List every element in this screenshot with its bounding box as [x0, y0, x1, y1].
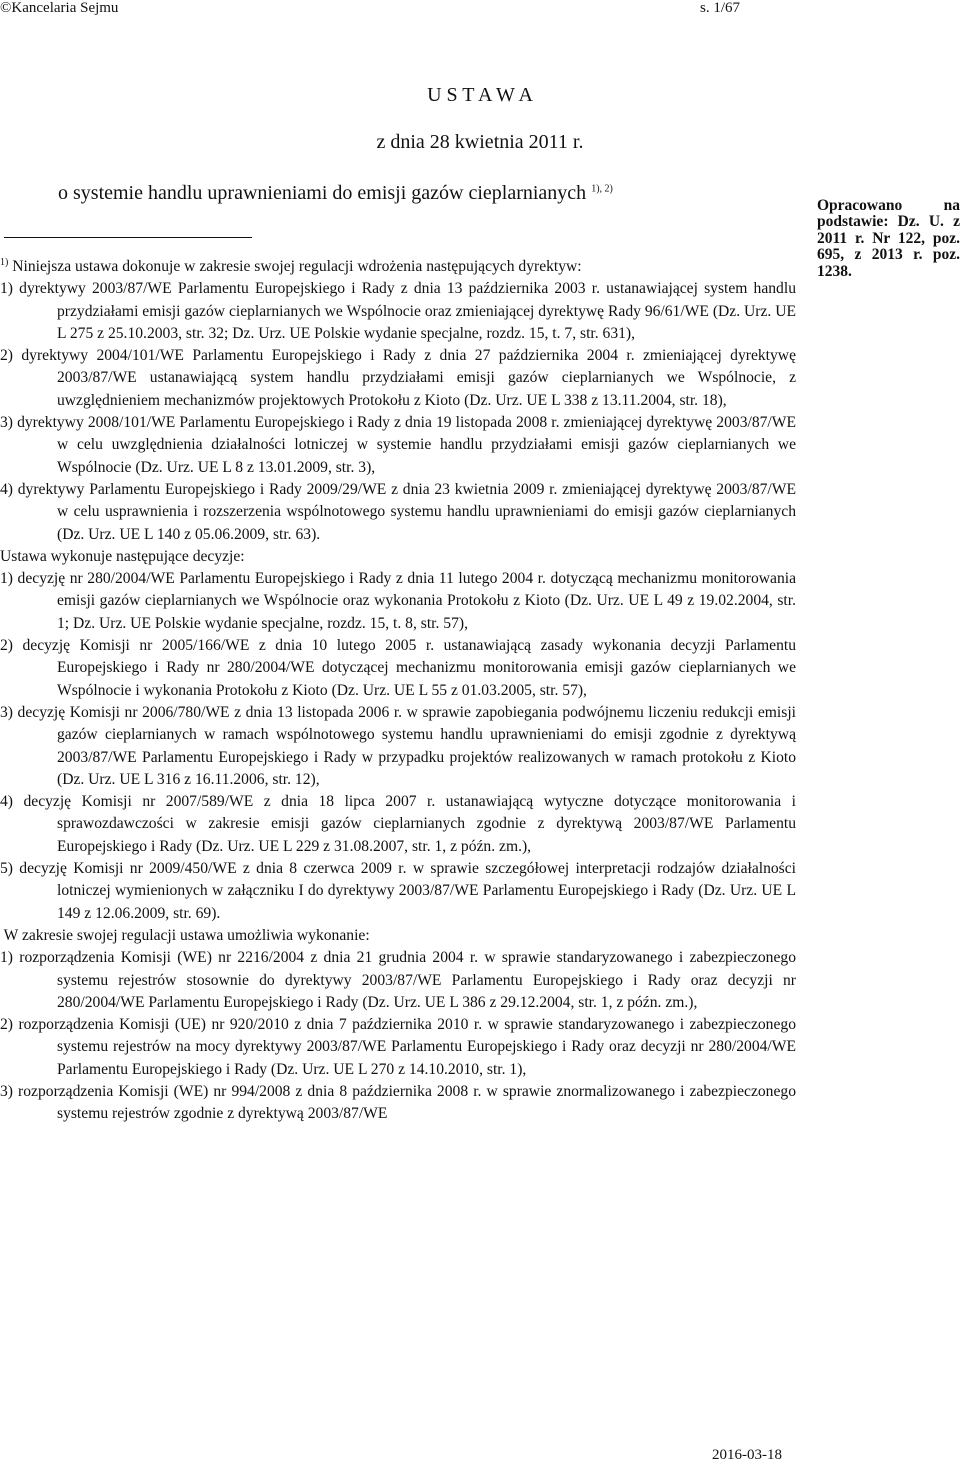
document-title: U S T A W A — [427, 84, 533, 106]
decision-item: 2) decyzję Komisji nr 2005/166/WE z dnia 10 lutego 2005 r. ustanawiającą zasady wykonania decyzji Parlamentu Europejskiego i Rady nr 280/2004/WE dotyczącej mechanizmu monitorowania emisji gazów cieplarnianych we Wspólnocie i wykonania Protokołu z Kioto (Dz. Urz. UE L 55 z 01.03.2005, str. 57), — [0, 637, 796, 699]
directive-item: 4) dyrektywy Parlamentu Europejskiego i Rady 2009/29/WE z dnia 23 kwietnia 2009 r. zmieniającej dyrektywę 2003/87/WE w celu usprawnienia i rozszerzenia wspólnotowego systemu handlu uprawnieniami do emisji gazów cieplarnianych (Dz. Urz. UE L 140 z 05.06.2009, str. 63). — [0, 480, 796, 543]
decisions-intro: Ustawa wykonuje następujące decyzje: — [0, 547, 245, 565]
publisher-label: ©Kancelaria Sejmu — [0, 0, 119, 16]
subject-footnote-ref: 1), 2) — [591, 183, 613, 195]
footer-date: 2016-03-18 — [712, 1447, 782, 1463]
decision-item: 5) decyzję Komisji nr 2009/450/WE z dnia 8 czerwca 2009 r. w sprawie szczegółowej interpretacji rodzajów działalności lotniczej wymienionych w załączniku I do dyrektywy 2003/87/WE Parlamentu Europejskiego i Rady (Dz. Urz. UE L 149 z 12.06.2009, str. 69). — [0, 860, 796, 922]
regulation-item: 3) rozporządzenia Komisji (WE) nr 994/2008 z dnia 8 października 2008 r. w sprawie znormalizowanego i zabezpieczonego systemu rejestrów zgodnie z dyrektywą 2003/87/WE — [0, 1082, 796, 1123]
regulation-item: 2) rozporządzenia Komisji (UE) nr 920/2010 z dnia 7 października 2010 r. w sprawie standaryzowanego i zabezpieczonego systemu rejestrów na mocy dyrektywy 2003/87/WE Parlamentu Europejskiego i Rady oraz decyzji nr 280/2004/WE Parlamentu Europejskiego i Rady (Dz. Urz. UE L 270 z 14.10.2010, str. 1), — [0, 1016, 796, 1078]
footnote-separator — [4, 237, 252, 238]
footnote-body — [0, 256, 796, 1126]
footnote-intro-text: Niniejsza ustawa dokonuje w zakresie swojej regulacji wdrożenia następujących dyrektyw: — [8, 258, 582, 275]
footnote-intro — [0, 256, 796, 278]
page-number: s. 1/67 — [700, 0, 741, 16]
regulations-intro: W zakresie swojej regulacji ustawa umożliwia wykonanie: — [0, 926, 370, 944]
document-subject-text: o systemie handlu uprawnieniami do emisji gazów cieplarnianych — [58, 182, 587, 204]
decision-item: 1) decyzję nr 280/2004/WE Parlamentu Europejskiego i Rady z dnia 11 lutego 2004 r. dotyczącą mechanizmu monitorowania emisji gazów cieplarnianych we Wspólnocie oraz wykonania Protokołu z Kioto (Dz. Urz. UE L 49 z 19.02.2004, str. 1; Dz. Urz. UE Polskie wydanie specjalne, rozdz. 15, t. 8, str. 57), — [0, 570, 796, 632]
decision-item: 4) decyzję Komisji nr 2007/589/WE z dnia 18 lipca 2007 r. ustanawiającą wytyczne dotyczące monitorowania i sprawozdawczości w zakresie emisji gazów cieplarnianych zgodnie z dyrektywą 2003/87/WE Parlamentu Europejskiego i Rady (Dz. Urz. UE L 229 z 31.08.2007, str. 1, z późn. zm.), — [0, 793, 796, 855]
directive-item: 3) dyrektywy 2008/101/WE Parlamentu Europejskiego i Rady z dnia 19 listopada 2008 r. zmieniającej dyrektywę 2003/87/WE w celu uwzględnienia działalności lotniczej w systemie handlu przydziałami emisji gazów cieplarnianych we Wspólnocie (Dz. Urz. UE L 8 z 13.01.2009, str. 3), — [0, 414, 796, 476]
document-subject — [58, 182, 613, 205]
source-note: Opracowano na podstawie: Dz. U. z 2011 r. Nr 122, poz. 695, z 2013 r. poz. 1238. — [817, 197, 960, 280]
document-date: z dnia 28 kwietnia 2011 r. — [376, 131, 584, 153]
directive-item: 2) dyrektywy 2004/101/WE Parlamentu Europejskiego i Rady z dnia 27 października 2004 r. zmieniającej dyrektywę 2003/87/WE ustanawiającą system handlu przydziałami emisji gazów cieplarnianych we Wspólnocie, z uwzględnieniem mechanizmów projektowych Protokołu z Kioto (Dz. Urz. UE L 338 z 13.11.2004, str. 18), — [0, 347, 796, 409]
directive-item: 1) dyrektywy 2003/87/WE Parlamentu Europejskiego i Rady z dnia 13 października 2003 r. ustanawiającej system handlu przydziałami emisji gazów cieplarnianych we Wspólnocie oraz zmieniającej dyrektywę Rady 96/61/WE (Dz. Urz. UE L 275 z 25.10.2003, str. 32; Dz. Urz. UE Polskie wydanie specjalne, rozdz. 15, t. 7, str. 631), — [0, 280, 796, 342]
regulation-item: 1) rozporządzenia Komisji (WE) nr 2216/2004 z dnia 21 grudnia 2004 r. w sprawie standaryzowanego i zabezpieczonego systemu rejestrów stosownie do dyrektywy 2003/87/WE Parlamentu Europejskiego i Rady oraz decyzji nr 280/2004/WE Parlamentu Europejskiego i Rady (Dz. Urz. UE L 386 z 29.12.2004, str. 1, z późn. zm.), — [0, 949, 796, 1011]
footnote-marker: 1) — [0, 256, 9, 268]
decision-item: 3) decyzję Komisji nr 2006/780/WE z dnia 13 listopada 2006 r. w sprawie zapobiegania podwójnemu liczeniu redukcji emisji gazów cieplarnianych w ramach wspólnotowego systemu handlu uprawnieniami do emisji zgodnie z dyrektywą 2003/87/WE Parlamentu Europejskiego i Rady w przypadku projektów realizowanych w ramach protokołu z Kioto (Dz. Urz. UE L 316 z 16.11.2006, str. 12), — [0, 703, 796, 788]
